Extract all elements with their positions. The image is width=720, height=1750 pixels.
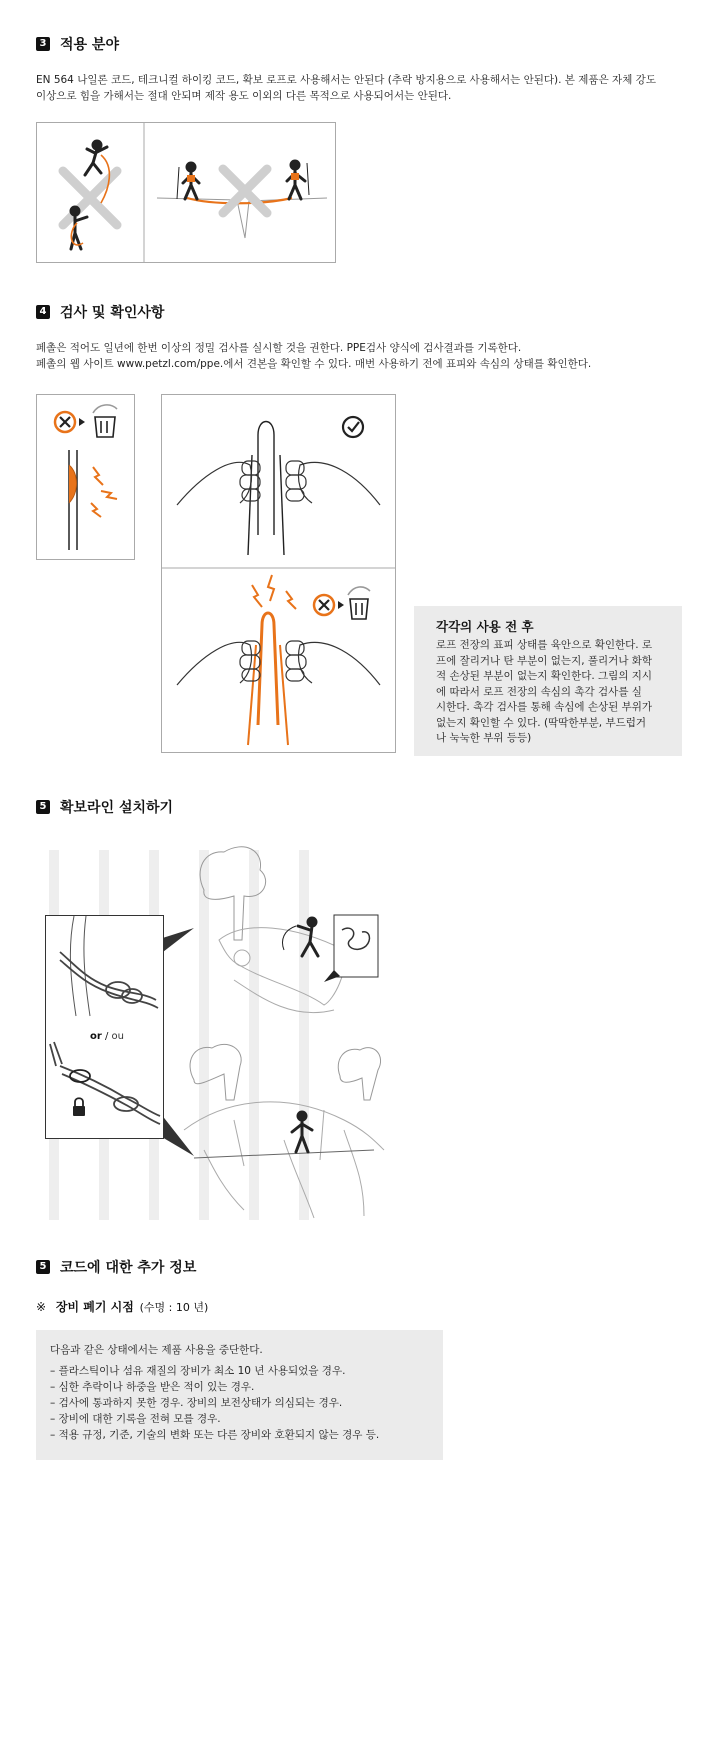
section-title: 코드에 대한 추가 정보: [60, 1260, 197, 1276]
callout-line: 시한다. 촉각 검사를 통해 속심에 손상된 부위가: [436, 701, 653, 713]
cross-icon: [223, 169, 267, 213]
section-3-body: [36, 72, 656, 104]
section-5-heading: [36, 797, 173, 817]
body-line: 페촐은 적어도 일년에 한번 이상의 정밀 검사를 실시할 것을 권한다. PPE검사 양식에 검사결과를 기록한다.: [36, 342, 522, 354]
callout-line: 로프 전장의 표피 상태를 육안으로 확인한다. 로: [436, 639, 653, 651]
check-icon: [343, 417, 363, 437]
body-line: 이상으로 힘을 가해서는 절대 안되며 제작 용도 이외의 다른 목적으로 사용되어서는 안된다.: [36, 90, 452, 102]
or-label: or / ou: [90, 1031, 125, 1042]
trash-can-icon: [348, 587, 370, 619]
tree-icon: [190, 1044, 381, 1100]
prohibited-use-illustration: [37, 123, 335, 262]
section-5b-heading: [36, 1257, 196, 1277]
retire-heading: [36, 1298, 208, 1315]
section-3-heading: [36, 34, 119, 54]
damaged-rope: [248, 613, 288, 745]
callout-title: 각각의 사용 전 후: [436, 619, 534, 634]
arrow-right-icon: [338, 601, 344, 609]
good-rope-loop: [248, 422, 284, 556]
tactile-check-illustration: [161, 394, 396, 753]
callout-body: [436, 638, 662, 747]
section-number-badge: 5: [36, 1260, 50, 1274]
section-4-body: [36, 340, 591, 372]
before-after-use-callout: [414, 606, 682, 756]
callout-line: 적 손상된 부분이 없는지 확인한다. 그림의 지시: [436, 670, 653, 682]
body-line: 페촐의 웹 사이트 www.petzl.com/ppe.에서 견본을 확인할 수 있다. 매번 사용하기 전에 표피와 속심의 상태를 확인한다.: [36, 358, 592, 370]
application-illustration: [36, 122, 336, 263]
trash-can-icon: [93, 405, 117, 437]
damaged-rope-illustration: [36, 394, 135, 560]
cliff-outline: [184, 1102, 384, 1218]
section-number-badge: 4: [36, 305, 50, 319]
belay-line: [194, 1150, 374, 1158]
section-number-badge: 5: [36, 800, 50, 814]
list-item: – 플라스틱이나 섬유 재질의 장비가 최소 10 년 사용되었을 경우.: [50, 1365, 346, 1377]
section-title: 적용 분야: [60, 37, 119, 53]
list-item: – 적용 규정, 기준, 기술의 변화 또는 다른 장비와 호환되지 않는 경우 등.: [50, 1429, 380, 1441]
list-item: – 심한 추락이나 하중을 받은 적이 있는 경우.: [50, 1381, 255, 1393]
retire-title: 장비 폐기 시점: [55, 1300, 134, 1314]
tree-trunk-icon: [70, 916, 90, 1016]
figure-eight-knot-icon: [60, 952, 158, 1008]
callout-line: 나 눅눅한 부위 등등): [436, 732, 532, 744]
section-title: 검사 및 확인사항: [60, 305, 165, 321]
retire-note: (수명 : 10 년): [139, 1301, 209, 1314]
rope-icon: [69, 450, 77, 550]
prohibited-icon: [55, 412, 75, 432]
rope-coil-inset: [324, 915, 378, 982]
box-intro: 다음과 같은 상태에서는 제품 사용을 중단한다.: [50, 1344, 263, 1356]
callout-line: 없는지 확인할 수 있다. (딱딱한부분, 부드럽거: [436, 716, 647, 729]
retirement-conditions-box: [36, 1330, 443, 1460]
prohibited-icon: [314, 595, 334, 615]
callout-line: 프에 잘리거나 탄 부분이 없는지, 풀리거나 화학: [436, 654, 653, 667]
rope-anchor-icon: [50, 1042, 160, 1124]
arrow-right-icon: [79, 418, 85, 426]
spark-icon: [91, 467, 117, 517]
hands-icon: [177, 461, 380, 505]
lock-icon: [73, 1098, 85, 1116]
section-number-badge: 3: [36, 37, 50, 51]
anchor-knot-inset: [45, 915, 164, 1139]
spark-icon: [252, 575, 296, 609]
section-title: 확보라인 설치하기: [60, 800, 174, 816]
list-item: – 검사에 통과하지 못한 경우. 장비의 보전상태가 의심되는 경우.: [50, 1397, 343, 1409]
section-4-heading: [36, 302, 164, 322]
body-line: EN 564 나일론 코드, 테크니컬 하이킹 코드, 확보 로프로 사용해서는 안된다 (추락 방지용으로 사용해서는 안된다). 본 제품은 자체 강도: [36, 74, 656, 86]
hands-icon: [177, 641, 380, 685]
callout-line: 에 따라서 로프 전장의 속심의 촉각 검사를 실: [436, 685, 642, 698]
reference-mark: ※: [36, 1300, 47, 1314]
list-item: – 장비에 대한 기록을 전혀 모를 경우.: [50, 1413, 221, 1425]
